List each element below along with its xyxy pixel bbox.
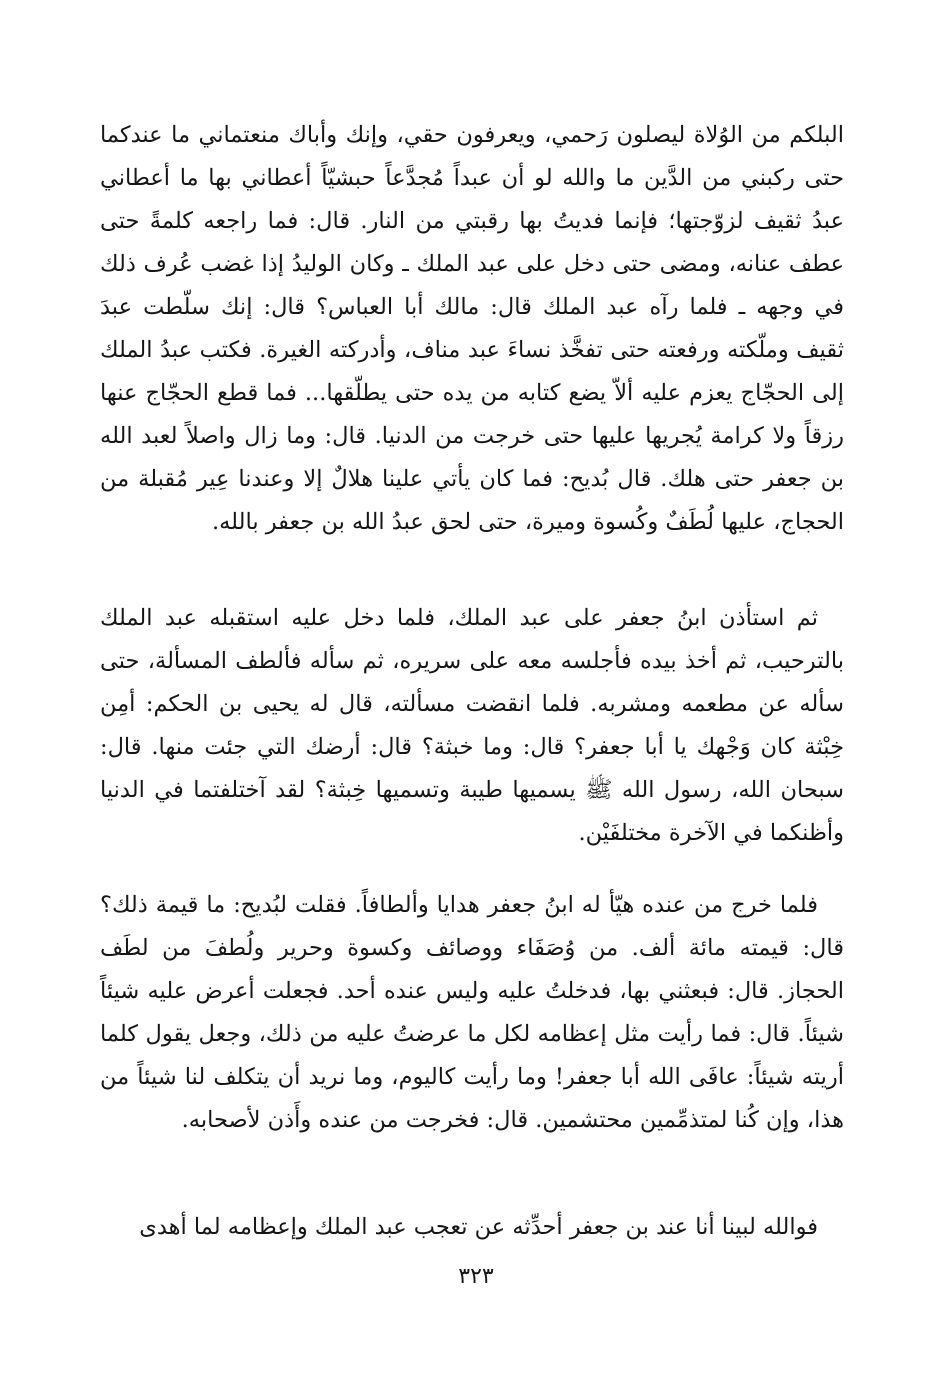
paragraph-4-text: فوالله لبينا أنا عند بن جعفر أحدِّثه عن تعجب عبد الملك وإعظامه لما أهدى	[139, 1214, 818, 1240]
page-number: ٣٢٣	[458, 1264, 494, 1289]
paragraph-2	[100, 597, 844, 865]
paragraph-2-text: ثم استأذن ابنُ جعفر على عبد الملك، فلما دخل عليه استقبله عبد الملك بالترحيب، ثم أخذ بيده فأجلسه معه على سريره، ثم سأله فألطف المسألة، حتى سأله عن مطعمه ومشربه. فلما انقضت مسألته، قال له يحيى بن الحكم: أمِن خِبْثة كان وَجْهك يا أبا جعفر؟ قال: وما خبثة؟ قال: أرضك التي جئت منها. قال: سبحان الله، رسول الله ﷺ يسميها طيبة وتسميها خِبثة؟ لقد آختلفتما في الدنيا وأظنكما في الآخرة مختلفَيْن.	[100, 605, 844, 846]
paragraph-3-text: فلما خرج من عنده هيّأ له ابنُ جعفر هدايا وألطافاً. فقلت لبُديح: ما قيمة ذلك؟ قال: قيمته مائة ألف. من وُصَفَاء ووصائف وكسوة وحرير ولُطفَ من لطَف الحجاز. قال: فبعثني بها، فدخلتُ عليه وليس عنده أحد. فجعلت أعرض عليه شيئاً شيئاً. قال: فما رأيت مثل إعظامه لكل ما عرضتُ عليه من ذلك، وجعل يقول كلما أريته شيئاً: عافَى الله أبا جعفر! وما رأيت كاليوم، وما نريد أن يتكلف لنا شيئاً من هذا، وإن كُنا لمتذمِّمين محتشمين. قال: فخرجت من عنده وأَذن لأصحابه.	[100, 892, 844, 1133]
paragraph-1-text: البلكم من الوُلاة ليصلون رَحمي، ويعرفون حقي، وإنك وأباك منعتماني ما عندكما حتى ركبني من الدَّين ما والله لو أن عبداً مُجدَّعاً حبشيّاً أعطاني بها ما أعطاني عبدُ ثقيف لزوّجتها؛ فإنما فديتُ بها رقبتي من النار. قال: فما راجعه كلمةً حتى عطف عنانه، ومضى حتى دخل على عبد الملك ـ وكان الوليدُ إذا غضب عُرف ذلك في وجهه ـ فلما رآه عبد الملك قال: مالك أبا العباس؟ قال: إنك سلّطت عبدَ ثقيف وملّكته ورفعته حتى تفخَّذ نساءَ عبد مناف، وأدركته الغيرة. فكتب عبدُ الملك إلى الحجّاج يعزم عليه ألاّ يضع كتابه من يده حتى يطلّقها... فما قطع الحجّاج عنها رزقاً ولا كرامة يُجريها عليها حتى خرجت من الدنيا. قال: وما زال واصلاً لعبد الله بن جعفر حتى هلك. قال بُديح: فما كان يأتي علينا هلالٌ إلا وعندنا عِير مُقبلة من الحجاج، عليها لُطَفٌ وكُسوة وميرة، حتى لحق عبدُ الله بن جعفر بالله.	[100, 122, 844, 535]
paragraph-4	[100, 1206, 844, 1250]
paragraph-3	[100, 884, 844, 1164]
paragraph-1	[100, 114, 844, 588]
